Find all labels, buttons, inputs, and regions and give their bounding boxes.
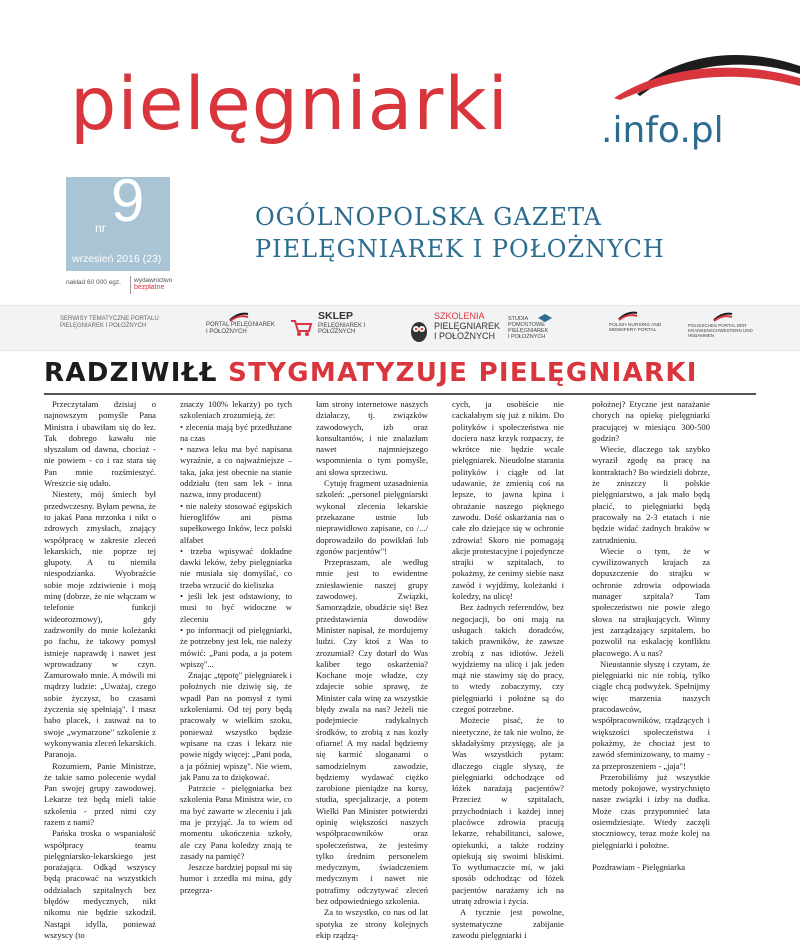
paragraph: Możecie pisać, że to nieetyczne, że tak nie wolno, że składałyśmy przysięgę, ale ja Was wszystkich pytam: dlaczego ciągle słyszę, że pielęgniarki odchodzące od łóżek narażają pacjentów? Przecież w szpitalach, przychodniach i każdej innej placówce zdrowia pracują lekarze, rehabilitanci, salowe, opiekunki, a także rodziny opiekują się swoimi bliskimi. To wytłumaczcie mi, w jaki sposób odchodząc od łóżek pacjentów narażamy ich na utratę zdrowia i życia. — [452, 715, 564, 907]
service-studies-link[interactable] — [508, 312, 578, 358]
paragraph: Rozumiem, Panie Ministrze, że takie samo polecenie wydał Pan swojej grupy zawodowej. Lekarze też będą mieli takie szkolenia - przed nimi czy razem z nami? — [44, 760, 156, 827]
paragraph: Wiecie o tym, że w cywilizowanych krajach za dopuszczenie do strajku w ochronie zdrowia odpowiada manager szpitala? Tam społeczeństwo nie powie złego słowa na strajkujących. Winny jest zarządzający szpitalem, bo pozwolił na eskalację konfliktu płacowego. A u nas? — [592, 545, 710, 658]
paragraph: Patrzcie - pielęgniarka bez szkolenia Pana Ministra wie, co ma być zawarte w zleceniu i jak ma je przyjąć. Ja to wiem od momentu ukończenia szkoły, ale czy Pana koledzy znają te zasady na pamięć? — [180, 783, 292, 861]
issue-number: 9 — [111, 167, 145, 234]
flag-icon — [714, 312, 732, 320]
service-polish-portal-link[interactable] — [609, 311, 679, 357]
circulation-note: nakład 60 000 egz. — [66, 279, 121, 286]
service-shop-subtitle: PIELĘGNIAREK I POŁOŻNYCH — [318, 322, 366, 336]
article-column-5 — [592, 399, 710, 873]
service-studies-label: STUDIA POMOSTOWE PIELĘGNIAREK I POŁOŻNYCH — [508, 316, 549, 341]
paragraph: łam strony internetowe naszych działaczy, tj. związków zawodowych, izb oraz konsultantów, i nie znalazłam nawet najmniejszego wspomnienia o tym pomyśle, ani słowa sprzeciwu. — [316, 399, 428, 477]
graduation-cap-icon — [538, 314, 552, 324]
price-label: bezpłatne — [134, 284, 165, 292]
paragraph: Przeczytałam dzisiaj o najnowszym pomyśle Pana Ministra i ubawiłam się do łez. Tak dobrego kawału nie słyszałam od dawna, chociaż - nie powiem - co i raz stara się Pan mnie rozśmieszyć. Wreszcie się udało. — [44, 399, 156, 489]
cart-icon — [290, 319, 312, 337]
publisher-note — [134, 277, 172, 293]
headline-rule — [44, 393, 756, 395]
paragraph: położnej? Etyczne jest narażanie chorych na opiekę pielęgniarki pracującej w miesiącu 300-500 godzin? — [592, 399, 710, 443]
paragraph: Pańska troska o wspaniałość współpracy teamu pielęgniarsko-lekarskiego jest porażająca. Odkąd wszyscy będą pracować na wszystkich oddziałach szpitalnych bez błędów medycznych, nikt nikomu nie będzie szkodził. Nastąpi idylla, ponieważ wszyscy (to — [44, 828, 156, 940]
service-shop-link[interactable] — [290, 311, 400, 357]
bullet-item: • jeśli lek jest odstawiony, to musi to być widoczne w zleceniu — [180, 591, 292, 624]
issue-prefix: nr — [95, 221, 106, 235]
publisher-label: wydawnictwo — [134, 277, 173, 284]
signature: Pozdrawiam - Pielęgniarka — [592, 862, 686, 873]
tagline-line2: PIELĘGNIAREK I POŁOŻNYCH — [255, 235, 665, 263]
paragraph: Przerobiliśmy już wszystkie metody pokojowe, wystrychnięto nasze związki i izby na dudka. Może czas przypomnieć lata osiemdziesiąte. Wtedy zaczęli stoczniowcy, teraz może kolej na pielęgniarki i położne. — [592, 771, 710, 850]
flag-emblem-icon — [612, 38, 802, 98]
flag-icon — [230, 312, 248, 320]
issue-box — [66, 167, 170, 271]
service-german-portal-label: POLNISCHES PORTAL DER KRANKENSCHWESTERN UND HEBAMMEN — [688, 323, 753, 338]
paragraph: znaczy 100% lekarzy) po tych szkoleniach zrozumieją, że: — [180, 399, 292, 421]
bullet-item: • nie należy stosować egipskich hieroglifów ani pisma supełkowego Inków, lecz polski alfabet — [180, 500, 292, 545]
article-column-3 — [316, 399, 428, 940]
service-shop-title: SKLEP — [318, 310, 354, 322]
brand-wordmark: pielęgniarki — [70, 62, 509, 147]
paragraph: Znając „tępotę" pielęgniarek i położnych nie dziwię się, że wpadł Pan na pomysł z tymi szkoleniami. Od tej pory będą pracowały w wielkim szoku, ponieważ wszystko będzie wpisane na czas i lekarz nie powie nigdy więcej: „Pani poda, a ja później wpiszę". Nie wiem, jak Panu za to dziękować. — [180, 670, 292, 782]
paragraph: Cytuję fragment uzasadnienia szkoleń: „personel pielęgniarski wykonał zlecenia lekarskie przekazane ustnie lub nieprawidłowo zapisane, co /.../ doprowadziło do powikłań lub zgonów pacjentów"! — [316, 478, 428, 556]
paragraph: Jeszcze bardziej popsuł mi się humor i zrzedła mi mina, gdy przegrza- — [180, 862, 292, 895]
flag-icon — [619, 311, 637, 319]
service-training-line2: PIELĘGNIAREK — [434, 320, 501, 331]
article-column-2 — [180, 399, 292, 895]
paragraph: Nieustannie słyszę i czytam, że pielęgniarki nic nie robią, tylko ciągle chcą podwyżek. Spełnijmy więc marzenia naszych pracodawców, współpracowników, rządzących i większości społeczeństwa i pokażmy, że chociaż jest to zawód sfeminizowany, to mamy - za przeproszeniem - „jaja"! — [592, 658, 710, 771]
paragraph: Niestety, mój śmiech był przedwczesny. Byłam pewna, że to jakaś Pana mrzonka i nikt o zdrowych zmysłach, znający współpracę w zakresie zleceń lekarskich, nie poprze tej głupoty. A tu niemiła niespodzianka. Wyobraźcie sobie moje zdziwienie i moją minę (dobrze, że nie włączam w telefonie funkcji wideorozmowy), gdy zadzwoniły do mnie koleżanki po fachu, że takowy pomysł istnieje naprawdę i nawet jest wprowadzany w czyn. Zamurowało mnie. A mówili mi mądrzy ludzie: „Uważaj, czego sobie życzysz, bo czasami życzenia się spełniają". I masz babo placek, i zauważ na to swoje „wymarzone" szkolenie z wykonywania zleceń lekarskich. Paranoja. — [44, 489, 156, 760]
bullet-item: • nazwa leku ma być napisana wyraźnie, a co najważniejsze – taka, jaka jest obecnie na stanie oddziału (ten sam lek - inna nazwa, inny producent) — [180, 444, 292, 500]
service-training-line1: SZKOLENIA — [434, 311, 485, 321]
headline-part2: STYGMATYZUJE PIELĘGNIARKI — [228, 358, 698, 388]
paragraph: Bez żadnych referendów, bez negocjacji, bo oni mają na usługach takich doradców, takich prawników, że zawsze zrobią z nas idiotów. Jeżeli wyjdziemy na ulicę i jak jeden mąż nie stawimy się do pracy, to wtedy zobaczymy, czy pielęgniarki i położne są do czegoś potrzebne. — [452, 602, 564, 715]
service-training-line3: I POŁOŻNYCH — [434, 330, 496, 341]
divider — [130, 276, 131, 294]
tagline-line1: OGÓLNOPOLSKA GAZETA — [255, 203, 602, 231]
article-body — [44, 399, 760, 940]
service-portal-label: PORTAL PIELĘGNIAREK I POŁOŻNYCH — [206, 322, 275, 335]
service-portal-link[interactable] — [206, 312, 276, 358]
service-training-link[interactable] — [410, 312, 520, 358]
bullet-item: • trzeba wpisywać dokładne dawki leków, żeby pielęgniarka nie musiała się domyślać, co trzeba wrzucić do kieliszka — [180, 545, 292, 590]
issue-date: wrzesień 2016 (23) — [72, 253, 162, 265]
services-intro: SERWISY TEMATYCZNE PORTALU PIELĘGNIAREK I POŁOŻNYCH — [60, 316, 159, 329]
owl-icon — [410, 320, 428, 342]
services-strip — [0, 305, 800, 351]
paragraph: Przepraszam, ale według mnie jest to ewidentne zniesławienie naszej grupy zawodowej. Związki, Samorządzie, obudźcie się! Bez przedstawienia dowodów Minister napisał, że mordujemy ludzi. Czy ktoś z Was to zrozumiał? Czy dotarł do Was kaliber tego oskarżenia? Kochane moje władze, czy zdajecie sobie sprawę, że Minister cała winę za wszystkie błędy zwala na nas? Jeżeli nie podejmiecie radykalnych środków, to zrobią z nas kozły ofiarne! A my nadal będziemy się karmić sloganami o samodzielnym zawodzie, będziemy wydawać ciężko zarobione pieniądze na kursy, studia, specjalizacje, a potem Wielki Pan Minister potwierdzi opinię większości naszych współpracowników oraz społeczeństwa, że jesteśmy tylko średnim personelem medycznym, świadczeniem medycznym i nawet nie potrafimy odczytywać zleceń bez odpowiedniego szkolenia. — [316, 557, 428, 907]
service-german-portal-link[interactable] — [688, 312, 788, 358]
service-polish-portal-label: POLISH NURSING AND MIDWIFERY PORTAL — [609, 323, 662, 334]
paragraph: cych, ja osobiście nie cackałabym się już z nikim. Do polityków i społeczeństwa nie dociera nasz krzyk rozpaczy, że wkrótce nie będzie wcale pielęgniarek. Nieudolne starania polityków i ciągłe od lat udawanie, że zmienią coś na lepsze, to jawna kpina i obrażanie naszego pięknego zawodu. Dość oskarżania nas o całe zło dziejące się w ochronie zdrowia! Skoro nie pomagają akcje protestacyjne i pojedyncze strajki w szpitalach, to pokażmy, że cenimy siebie nasz zawód i wyjdźmy, koleżanki i koledzy, na ulicę! — [452, 399, 564, 602]
paragraph: Wiecie, dlaczego tak szybko wyraził zgodę na pracę na kontraktach? Bo wiedzieli dobrze, że zniszczy li polskie pielęgniarstwo, a jak mało będą płacić, to pielęgniarki będą pracowały na 2-3 etatach i nie będzie widać żadnych braków w zatrudnieniu. — [592, 444, 710, 545]
paragraph: A tycznie jest powolne, systematyczne zabijanie zawodu pielęgniarki i — [452, 907, 564, 940]
tagline — [255, 201, 665, 265]
article-column-4 — [452, 399, 564, 940]
headline-part1: RADZIWIŁŁ — [44, 358, 218, 388]
brand-domain: .info.pl — [601, 110, 724, 151]
headline — [44, 356, 698, 390]
bullet-item: • zlecenia mają być przedłużane na czas — [180, 421, 292, 443]
article-column-1 — [44, 399, 156, 940]
bullet-item: • po informacji od pielęgniarki, że potrzebny jest lek, nie należy mówić: „Pani poda, a ja potem wpiszę"... — [180, 624, 292, 669]
paragraph: Za to wszystko, co nas od lat spotyka ze strony kolejnych ekip rządzą- — [316, 907, 428, 940]
